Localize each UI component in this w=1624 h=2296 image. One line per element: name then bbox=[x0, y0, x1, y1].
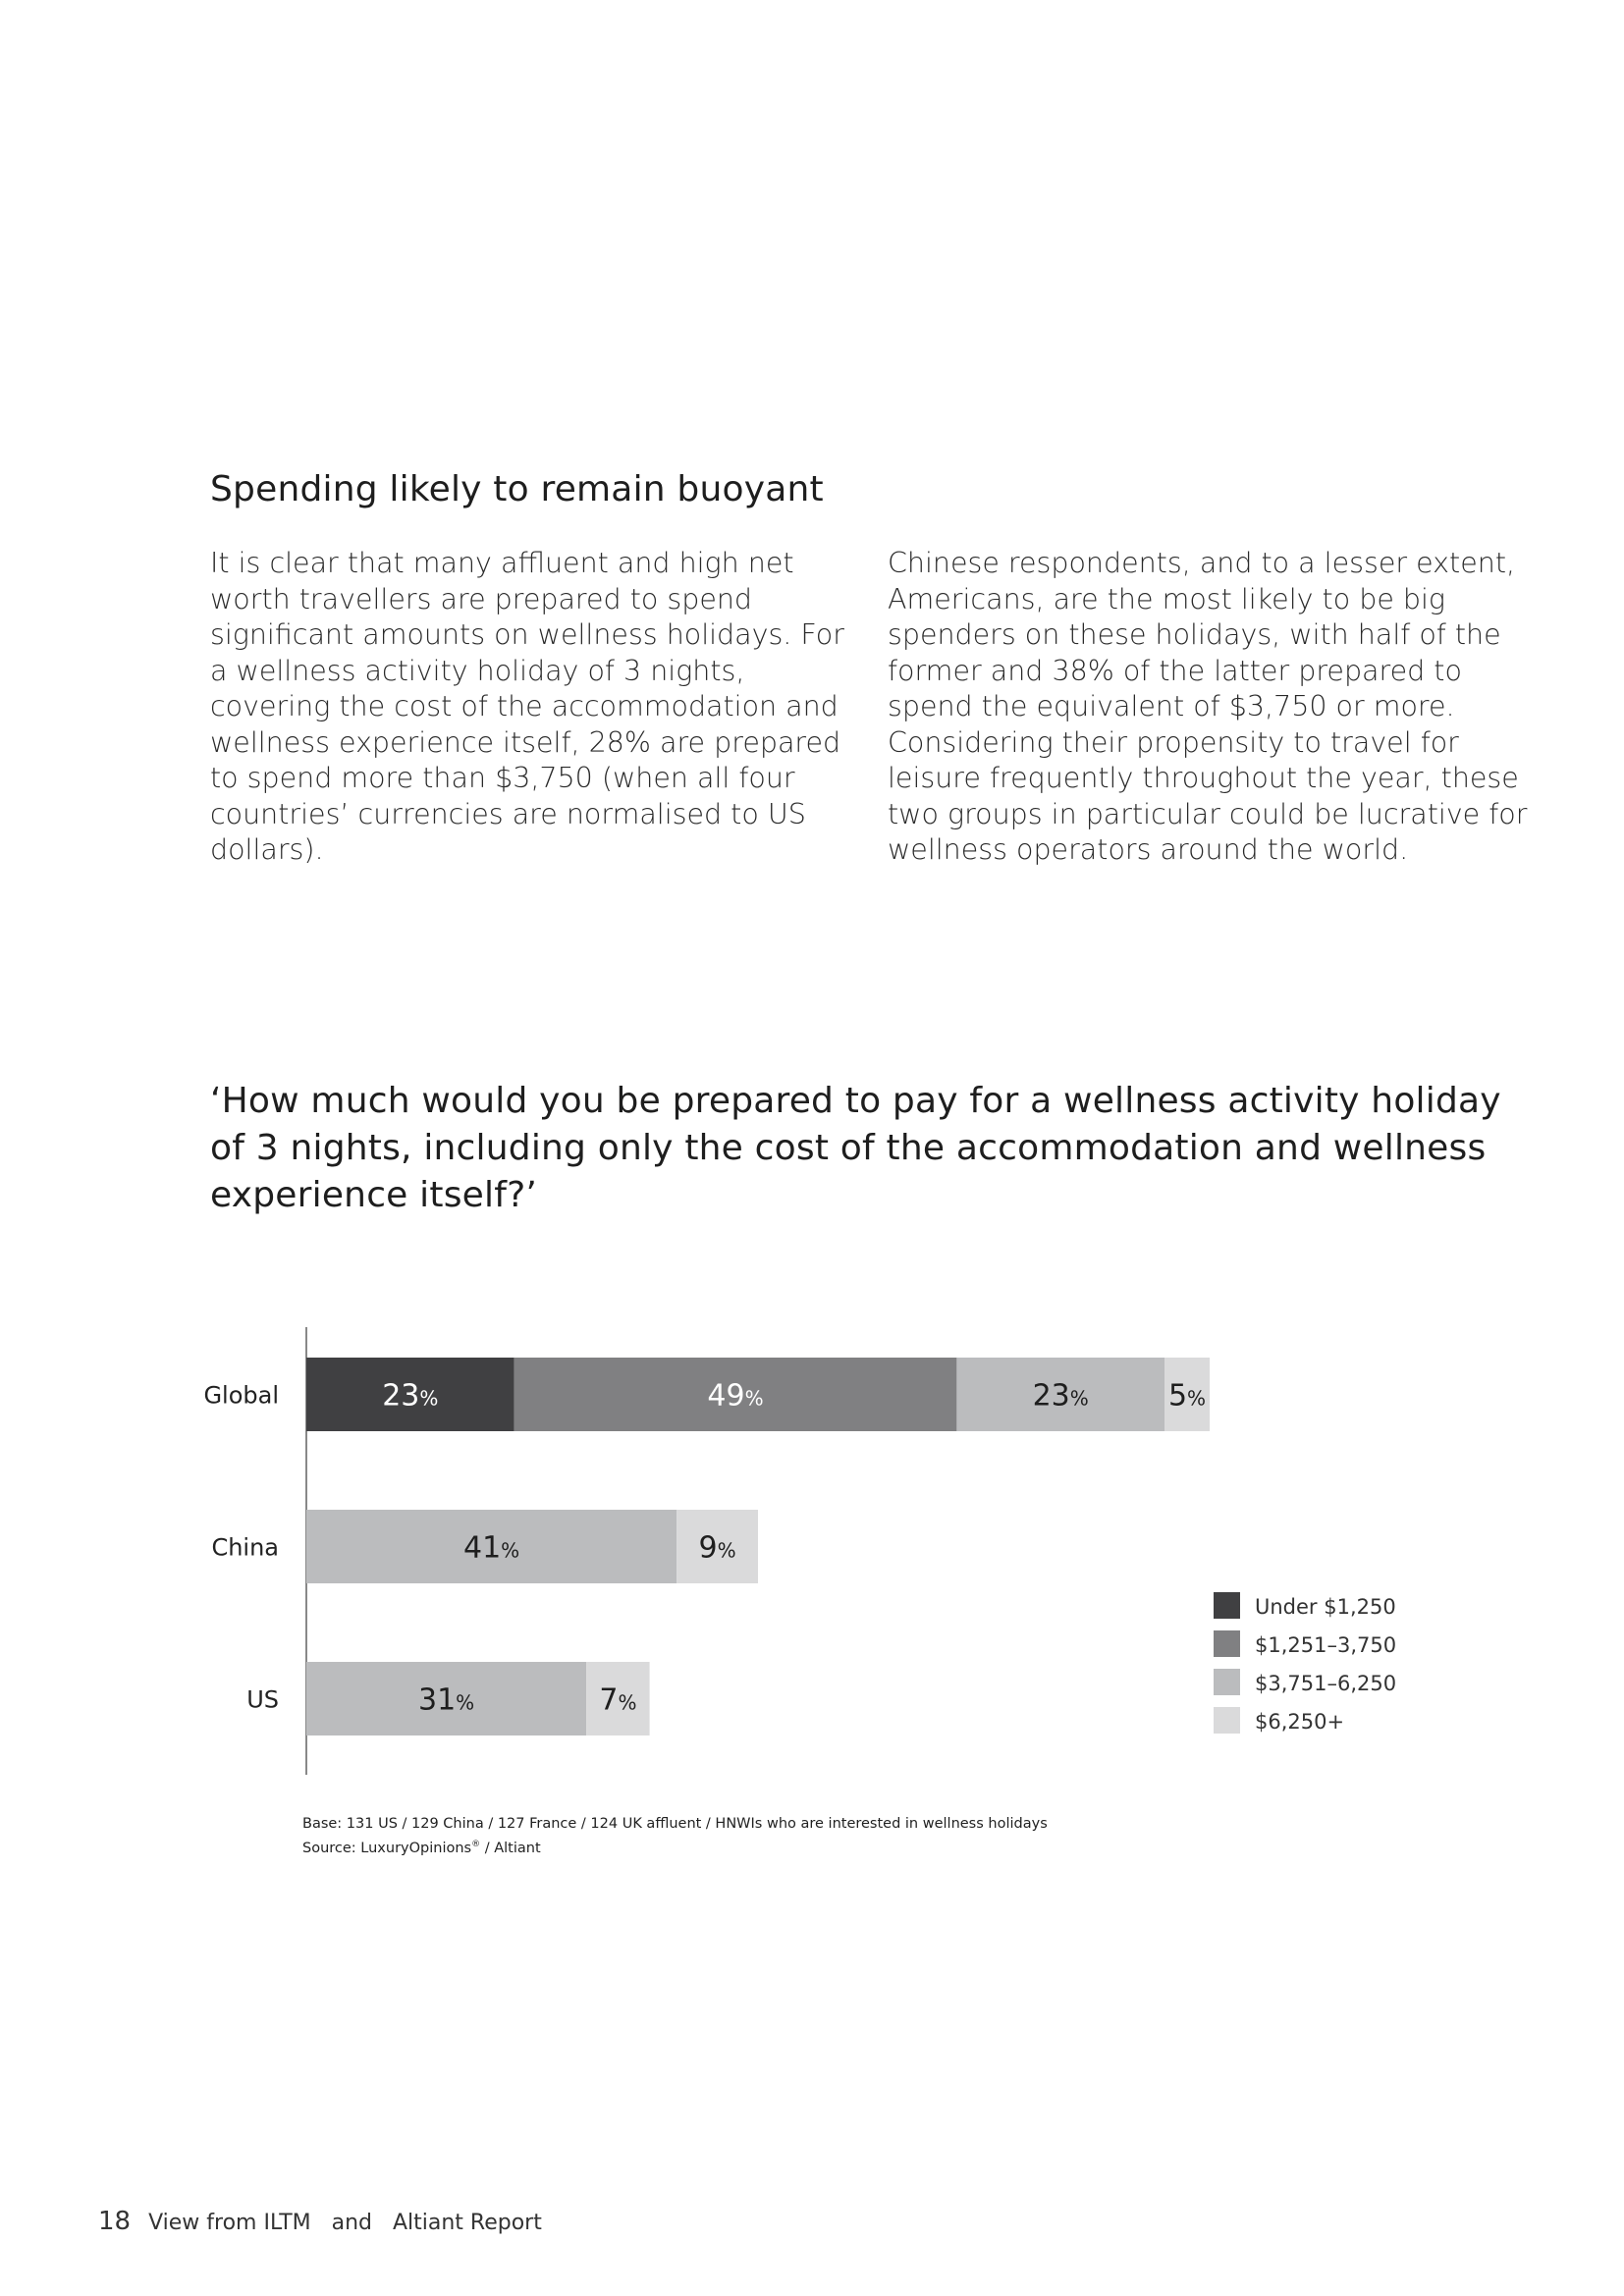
data-label-global-series-0: 23% bbox=[382, 1378, 439, 1414]
footnote-base: Base: 131 US / 129 China / 127 France / 124 UK affluent / HNWIs who are interested in wellness holidays bbox=[302, 1816, 1048, 1832]
data-label-global-series-2: 23% bbox=[1032, 1378, 1089, 1414]
page-footer bbox=[98, 2207, 542, 2236]
data-label-global-series-1: 49% bbox=[707, 1378, 764, 1414]
data-label-global-series-3: 5% bbox=[1167, 1378, 1207, 1414]
chart-footnote bbox=[302, 1814, 1048, 1859]
legend-swatch-3 bbox=[1214, 1707, 1240, 1734]
section-heading: Spending likely to remain buoyant bbox=[210, 469, 824, 509]
data-label-us-series-3: 7% bbox=[599, 1682, 637, 1718]
footer-text: View from ILTM and Altiant Report bbox=[148, 2211, 542, 2235]
body-paragraph-right: Chinese respondents, and to a lesser extent, Americans, are the most likely to be big spenders on these holidays, with half of the former and 38% of the latter prepared to spend the equivalent of $3,750 or more. Considering their propensity to travel for leisure frequently throughout the year, these two groups in particular could be lucrative for wellness operators around the world. bbox=[888, 547, 1528, 866]
legend-swatch-1 bbox=[1214, 1630, 1240, 1657]
category-label-global: Global bbox=[203, 1381, 279, 1410]
footnote-source: Source: LuxuryOpinions® / Altiant bbox=[302, 1840, 541, 1856]
category-label-china: China bbox=[211, 1533, 279, 1562]
chart-question: ‘How much would you be prepared to pay for a wellness activity holiday of 3 nights, including only the cost of the accommodation and wellness experience itself?’ bbox=[210, 1081, 1501, 1215]
data-label-china-series-2: 41% bbox=[462, 1530, 520, 1566]
data-label-us-series-2: 31% bbox=[417, 1682, 475, 1718]
page-number: 18 bbox=[98, 2207, 132, 2236]
category-label-us: US bbox=[246, 1685, 279, 1714]
data-label-china-series-3: 9% bbox=[698, 1530, 736, 1566]
body-paragraph-left: It is clear that many affluent and high net worth travellers are prepared to spend significant amounts on wellness holidays. For a wellness activity holiday of 3 nights, covering the cost of the accommodation and wellness experience itself, 28% are prepared to spend more than $3,750 (when all four countries’ currencies are normalised to US dollars). bbox=[210, 547, 844, 866]
legend-label-0: Under $1,250 bbox=[1255, 1595, 1396, 1619]
legend-label-3: $6,250+ bbox=[1255, 1710, 1345, 1734]
legend-label-2: $3,751–6,250 bbox=[1255, 1672, 1397, 1695]
legend-swatch-2 bbox=[1214, 1669, 1240, 1695]
legend-label-1: $1,251–3,750 bbox=[1255, 1633, 1397, 1657]
legend-swatch-0 bbox=[1214, 1592, 1240, 1619]
